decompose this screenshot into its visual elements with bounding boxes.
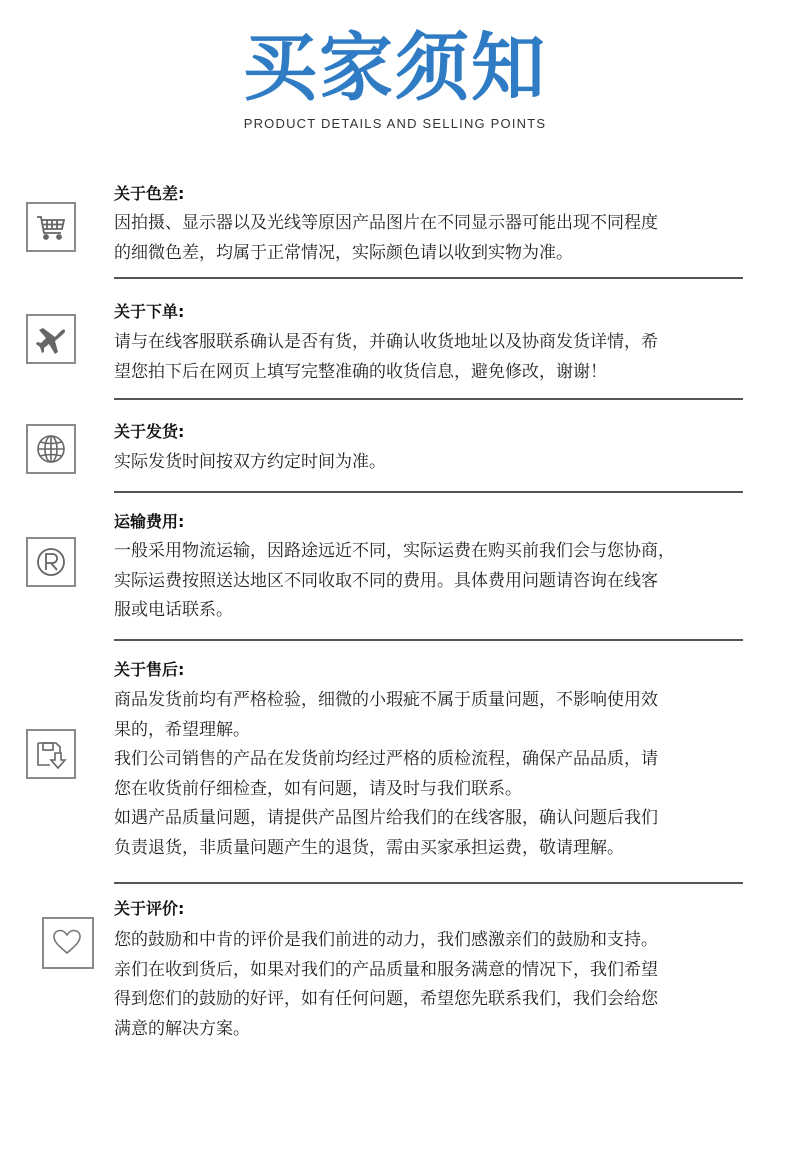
section-body (114, 686, 734, 863)
section-title: 关于下单: (114, 302, 185, 321)
section-title: 关于色差: (114, 184, 185, 203)
page-subtitle: PRODUCT DETAILS AND SELLING POINTS (243, 116, 547, 131)
heart-icon (42, 917, 94, 969)
body-line: 服或电话联系。 (114, 600, 233, 620)
body-line: 商品发货前均有严格检验，细微的小瑕疵不属于质量问题，不影响使用效 (114, 690, 658, 710)
section-body (114, 209, 734, 268)
body-line: 满意的解决方案。 (114, 1018, 250, 1039)
section-body (114, 328, 734, 387)
section-title: 关于发货: (114, 422, 185, 441)
section-body (114, 926, 734, 1044)
body-line: 望您拍下后在网页上填写完整准确的收货信息，避免修改，谢谢！ (114, 361, 607, 382)
body-line: 您的鼓励和中肯的评价是我们前进的动力，我们感激亲们的鼓励和支持。 (114, 930, 658, 950)
body-line: 请与在线客服联系确认是否有货，并确认收货地址以及协商发货详情，希 (114, 332, 658, 352)
section-divider (114, 277, 743, 279)
shopping-cart-icon (26, 202, 76, 252)
body-line: 您在收货前仔细检查，如有问题，请及时与我们联系。 (114, 778, 522, 799)
header (0, 26, 790, 131)
body-line: 亲们在收到货后，如果对我们的产品质量和服务满意的情况下，我们希望 (114, 959, 658, 980)
body-line: 实际发货时间按双方约定时间为准。 (114, 452, 386, 472)
body-line: 得到您们的鼓励的好评，如有任何问题，希望您先联系我们，我们会给您 (114, 989, 658, 1009)
body-line: 我们公司销售的产品在发货前均经过严格的质检流程，确保产品品质，请 (114, 749, 658, 769)
body-line: 一般采用物流运输，因路途远近不同，实际运费在购买前我们会与您协商， (114, 541, 675, 561)
section-divider (114, 491, 743, 493)
section-body (114, 537, 734, 626)
globe-icon (26, 424, 76, 474)
body-line: 实际运费按照送达地区不同收取不同的费用。具体费用问题请咨询在线客 (114, 570, 658, 591)
section-divider (114, 398, 743, 400)
section-title: 运输费用: (114, 512, 185, 531)
body-line: 因拍摄、显示器以及光线等原因产品图片在不同显示器可能出现不同程度 (114, 213, 658, 233)
section-title: 关于售后: (114, 660, 185, 679)
body-line: 果的，希望理解。 (114, 719, 250, 740)
section-body (114, 448, 734, 478)
return-box-icon (26, 729, 76, 779)
section-divider (114, 882, 743, 884)
registered-icon (26, 537, 76, 587)
section-divider (114, 639, 743, 641)
airplane-icon (26, 314, 76, 364)
body-line: 如遇产品质量问题，请提供产品图片给我们的在线客服，确认问题后我们 (114, 808, 658, 828)
section-title: 关于评价: (114, 899, 185, 918)
body-line: 的细微色差，均属于正常情况，实际颜色请以收到实物为准。 (114, 242, 573, 263)
body-line: 负责退货，非质量问题产生的退货，需由买家承担运费，敬请理解。 (114, 837, 624, 858)
page-title: 买家须知 (243, 25, 547, 111)
